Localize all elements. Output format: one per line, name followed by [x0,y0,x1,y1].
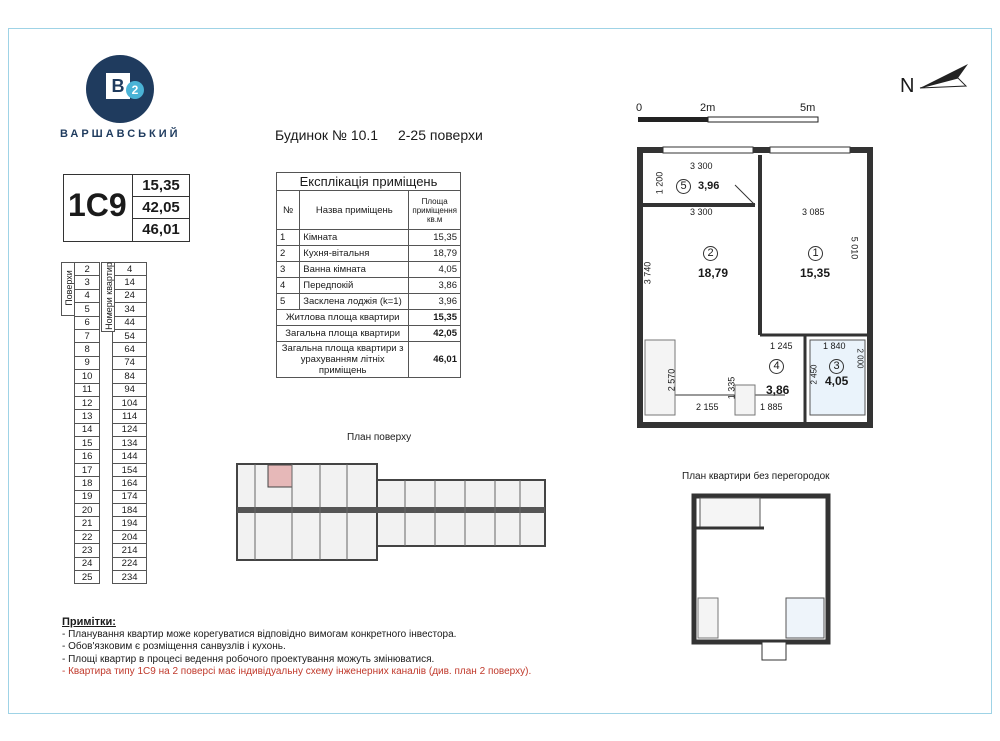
room-area: 3,96 [409,294,461,310]
dim-5: 5 010 [849,236,860,260]
room-no: 3 [277,262,300,278]
spacer-cell [62,557,75,570]
scale-5m: 5m [800,102,816,114]
dim-10: 1 335 [726,376,737,400]
floor-number: 24 [75,557,100,570]
logo-letter: B [106,73,130,99]
apartment-number: 214 [113,544,147,557]
spacer-cell [100,423,113,436]
floor-plan-label: План поверху [347,432,412,443]
logo-mark [86,55,154,123]
spacer-cell [100,383,113,396]
floor-number: 4 [75,289,100,302]
room-name: Кімната [300,230,409,246]
spacer-cell [100,557,113,570]
note-item: - Обов'язковим є розміщення санвузлів і кухонь. [62,641,286,652]
spacer-cell [62,370,75,383]
floor-number: 2 [75,263,100,276]
floor-number: 25 [75,570,100,583]
room-1-num: 1 [808,246,823,261]
table-row [277,278,461,294]
floor-number: 22 [75,530,100,543]
table-row [62,557,147,570]
building-number: Будинок № 10.1 [275,127,379,143]
total-row [277,342,461,378]
table-row [62,423,147,436]
apartment-number: 104 [113,396,147,409]
floor-number: 10 [75,370,100,383]
table-row [277,246,461,262]
spacer-cell [62,477,75,490]
apartment-number: 14 [113,276,147,289]
room-3-area: 4,05 [825,374,849,388]
spacer-cell [100,463,113,476]
spacer-cell [100,437,113,450]
spacer-cell [62,504,75,517]
total-name: Загальна площа квартири [277,326,409,342]
spacer-cell [100,410,113,423]
spacer-cell [62,329,75,342]
dim-13: 2 450 [809,364,819,385]
room-5-num: 5 [676,179,691,194]
table-row [277,294,461,310]
dim-12: 1 885 [760,402,783,412]
apartment-areas [132,175,189,241]
spacer-cell [100,530,113,543]
spacer-cell [62,410,75,423]
spacer-cell [62,490,75,503]
room-1-area: 15,35 [800,266,831,280]
floor-number: 7 [75,329,100,342]
apartment-number: 74 [113,356,147,369]
room-name: Засклена лоджія (k=1) [300,294,409,310]
table-row [62,370,147,383]
apartment-number: 134 [113,437,147,450]
apartment-number: 144 [113,450,147,463]
building-title [275,127,483,143]
room-area: 15,35 [409,230,461,246]
spacer-cell [100,450,113,463]
apartment-number: 34 [113,303,147,316]
floors-col-label: Поверхи [64,270,74,306]
table-row [277,230,461,246]
spacer-cell [100,356,113,369]
room-name: Ванна кімната [300,262,409,278]
dim-6: 3 740 [642,261,653,285]
logo-number: 2 [126,81,144,99]
spacer-cell [62,570,75,583]
apartment-number: 64 [113,343,147,356]
floor-number: 15 [75,437,100,450]
col-no: № [277,191,300,230]
room-no: 2 [277,246,300,262]
explication-caption: Експлікація приміщень [277,173,461,191]
spacer-cell [100,370,113,383]
spacer-cell [62,356,75,369]
north-arrow-icon [918,60,972,94]
floor-number: 18 [75,477,100,490]
room-4-num: 4 [769,359,784,374]
spacer-cell [100,490,113,503]
spacer-cell [62,450,75,463]
spacer-cell [62,530,75,543]
spacer-cell [100,504,113,517]
brand-name: ВАРШАВСЬКИЙ [60,128,181,140]
table-row [62,396,147,409]
note-warning: - Квартира типу 1С9 на 2 поверсі має індивідуальну схему інженерних каналів (див. план 2 поверху). [62,666,532,677]
room-name: Передпокій [300,278,409,294]
apartment-number: 124 [113,423,147,436]
room-5-area: 3,96 [698,180,720,192]
spacer-cell [100,396,113,409]
explication-table [276,172,461,378]
floor-number: 8 [75,343,100,356]
spacer-cell [62,343,75,356]
compass-n: N [900,75,915,97]
spacer-cell [100,477,113,490]
note-item: - Планування квартир може корегуватися відповідно вимогам конкретного інвестора. [62,628,457,640]
floor-number: 19 [75,490,100,503]
room-no: 1 [277,230,300,246]
note-item: - Площі квартир в процесі ведення робочого проектування можуть змінюватися. [62,653,435,665]
table-row [62,570,147,583]
table-row [62,450,147,463]
floor-number: 21 [75,517,100,530]
floor-number: 13 [75,410,100,423]
dim-2: 1 200 [654,171,665,195]
apartment-number: 94 [113,383,147,396]
spacer-cell [100,544,113,557]
table-row [62,437,147,450]
apartment-number: 44 [113,316,147,329]
notes-heading: Примітки: [62,616,116,628]
floor-plan [235,458,547,568]
spacer-cell [62,544,75,557]
no-partitions-label: План квартири без перегородок [682,471,830,482]
floor-number: 17 [75,463,100,476]
scale-bar [638,115,838,125]
table-row [62,544,147,557]
apts-col-header [101,262,115,332]
table-row [62,504,147,517]
scale-0: 0 [636,102,643,114]
spacer-cell [62,423,75,436]
plan-no-partitions [690,492,835,664]
floor-number: 5 [75,303,100,316]
total-row [277,326,461,342]
area-total: 42,05 [133,197,189,219]
apartment-number: 194 [113,517,147,530]
room-3-num: 3 [829,359,844,374]
room-area: 4,05 [409,262,461,278]
table-row [62,490,147,503]
spacer-cell [62,396,75,409]
table-row [62,410,147,423]
scale-2m: 2m [700,102,716,114]
floor-number: 3 [75,276,100,289]
floor-number: 6 [75,316,100,329]
floors-col-header [61,262,75,316]
dim-11: 2 155 [696,402,719,412]
room-2-area: 18,79 [698,266,729,280]
room-no: 5 [277,294,300,310]
area-living: 15,35 [133,175,189,197]
apartment-number: 24 [113,289,147,302]
floor-number: 11 [75,383,100,396]
apartment-number: 164 [113,477,147,490]
apartment-number: 154 [113,463,147,476]
spacer-cell [62,383,75,396]
apartment-code-box [63,174,190,242]
total-name: Загальна площа квартири з урахуванням літніх приміщень [277,342,409,378]
apartment-number: 84 [113,370,147,383]
floor-number: 20 [75,504,100,517]
spacer-cell [62,437,75,450]
floor-number: 16 [75,450,100,463]
spacer-cell [100,343,113,356]
col-area: Площа приміщення кв.м [409,191,461,230]
col-name: Назва приміщень [300,191,409,230]
total-row [277,310,461,326]
table-row [62,356,147,369]
total-area: 42,05 [409,326,461,342]
spacer-cell [62,316,75,329]
room-name: Кухня-вітальня [300,246,409,262]
room-2-num: 2 [703,246,718,261]
apartment-number: 174 [113,490,147,503]
table-row [62,463,147,476]
apartment-plan [635,145,880,435]
dim-9: 2 570 [666,368,677,392]
apartment-number: 234 [113,570,147,583]
spacer-cell [62,517,75,530]
room-area: 3,86 [409,278,461,294]
total-area: 46,01 [409,342,461,378]
floor-number: 12 [75,396,100,409]
dim-4: 3 085 [802,207,825,217]
table-row [62,343,147,356]
apts-col-label: Номери квартир [104,262,114,330]
table-row [62,477,147,490]
apartment-number: 224 [113,557,147,570]
dim-1: 3 300 [690,161,713,171]
table-row [62,517,147,530]
apartment-number: 204 [113,530,147,543]
apartment-number: 54 [113,329,147,342]
floor-number: 23 [75,544,100,557]
floor-number: 14 [75,423,100,436]
apartment-number: 4 [113,263,147,276]
apartment-number: 184 [113,504,147,517]
area-total-summer: 46,01 [142,221,180,238]
spacer-cell [100,517,113,530]
room-no: 4 [277,278,300,294]
room-4-area: 3,86 [766,383,790,397]
room-area: 18,79 [409,246,461,262]
spacer-cell [100,570,113,583]
table-row [62,530,147,543]
dim-8: 1 840 [823,341,846,351]
dim-14: 2 000 [855,348,865,369]
table-row [277,262,461,278]
apartment-code: 1С9 [68,187,127,223]
spacer-cell [62,463,75,476]
apartment-number: 114 [113,410,147,423]
dim-3: 3 300 [690,207,713,217]
total-name: Житлова площа квартири [277,310,409,326]
floor-number: 9 [75,356,100,369]
table-row [62,383,147,396]
total-area: 15,35 [409,310,461,326]
notes [62,616,531,679]
floors-range: 2-25 поверхи [397,127,483,143]
dim-7: 1 245 [770,341,793,351]
